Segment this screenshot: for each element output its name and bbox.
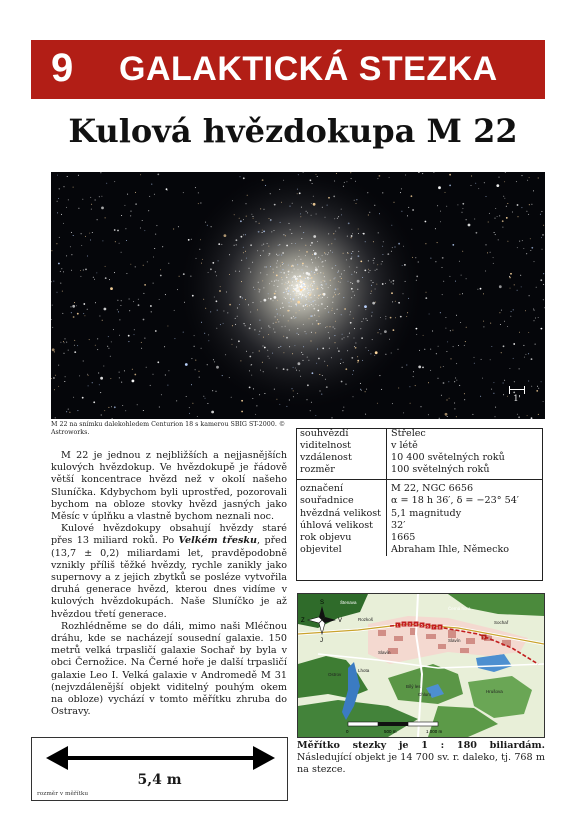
trail-map (297, 593, 545, 738)
scale-bar-label: 1' (513, 394, 521, 403)
scale-size-label: rozměr v měřítku (37, 791, 89, 797)
map-label-g: Slavín (448, 638, 461, 643)
trail-marker (402, 622, 407, 627)
info-value: α = 18 h 36′, δ = −23° 54′ (391, 495, 519, 507)
map-label-h: Lhota (358, 668, 370, 673)
map-label-f: Sochař (494, 620, 509, 625)
paragraph-1: M 22 je jednou z nejbližších a nejjasnějších kulových hvězdokup. Ve hvězdokupě je řádově větší koncentrace hvězd než v okolí našeho Sluníčka. Kdybychom byli uprostřed, pozorovali bychom na obloze stovky hvězd jasných jako Měsíc v úplňku a vlastně bychom neznali noc. (51, 450, 287, 523)
svg-text:2: 2 (402, 621, 405, 627)
info-value: M 22, NGC 6656 (391, 483, 474, 495)
info-value: 100 světelných roků (387, 464, 544, 480)
scale-size-value: 5,4 m (137, 772, 182, 788)
info-row (296, 520, 543, 532)
image-scale-bar (509, 386, 525, 403)
compass-north: S (320, 600, 325, 606)
trail-marker (426, 624, 431, 629)
header-banner (31, 40, 545, 99)
info-key: označení (296, 480, 387, 496)
trail-title: GALAKTICKÁ STEZKA (119, 50, 498, 88)
info-key: rozměr (296, 464, 387, 480)
info-row (296, 480, 543, 496)
info-key: hvězdná velikost (296, 508, 387, 520)
big-bang-term: Velkém třesku (178, 535, 258, 547)
svg-text:8: 8 (438, 624, 441, 630)
trail-marker (396, 623, 401, 628)
info-key: viditelnost (296, 440, 387, 452)
scale-1000: 1 000 m (426, 729, 443, 734)
scale-note-text: Následující objekt je 14 700 sv. r. daleko, tj. 768 m na stezce. (297, 752, 545, 776)
info-row (296, 544, 543, 556)
body-text (51, 450, 287, 718)
svg-text:6: 6 (426, 623, 429, 629)
info-row (296, 440, 543, 452)
trail-marker (432, 625, 437, 630)
scale-500: 500 m (384, 729, 397, 734)
map-label-a: Štenava (340, 600, 357, 605)
info-key: úhlová velikost (296, 520, 387, 532)
map-label-j: Chlum (418, 692, 432, 697)
info-key: objevitel (296, 544, 387, 556)
info-row (296, 464, 543, 480)
svg-text:9: 9 (482, 634, 485, 640)
svg-text:4: 4 (414, 621, 417, 627)
map-label-c: Slavín (378, 650, 391, 655)
info-value: v létě (391, 440, 418, 452)
info-value: Abraham Ihle, Německo (391, 543, 510, 555)
svg-text:5: 5 (420, 622, 423, 628)
info-key: rok objevu (296, 532, 387, 544)
trail-marker (408, 622, 413, 627)
page-title: Kulová hvězdokupa M 22 (68, 112, 518, 150)
trail-marker (438, 625, 443, 630)
star-field-image (51, 172, 545, 419)
map-label-k: Hrušova (486, 689, 503, 694)
trail-marker (482, 635, 487, 640)
map-label-d: Ostrov (328, 672, 342, 677)
map-graphic (298, 594, 544, 737)
paragraph-2: Kulové hvězdokupy obsahují hvězdy staré přes 13 miliard roků. Po Velkém třesku, před (13,7 ± 0,2) miliardami let, pravděpodobně vznikly příliš těžké hvězdy, rychle zanikly jako supernovy a z jejich zbytků se posléze vytvořila druhá generace hvězd, kterou dnes vidíme v kulových hvězdokupách. Naše Sluníčko je až hvězdou třetí generace. (51, 523, 288, 620)
info-row (296, 495, 543, 507)
trail-marker (414, 622, 419, 627)
scale-note (297, 740, 545, 777)
photo-caption: M 22 na snímku dalekohledem Centurion 18 s kamerou SBIG ST-2000. © Astroworks. (51, 421, 286, 436)
info-value: 10 400 světelných roků (391, 452, 505, 464)
scale-zero: 0 (346, 729, 349, 734)
scale-size-box (31, 737, 288, 801)
info-row (296, 452, 543, 464)
compass-east: V (338, 618, 343, 624)
object-info-table (296, 428, 543, 556)
svg-text:3: 3 (408, 621, 411, 627)
cluster-photo (51, 172, 545, 419)
svg-text:7: 7 (432, 624, 435, 630)
map-label-i: Bílý les (406, 684, 421, 689)
map-label-e: Černá hora (448, 606, 471, 611)
compass-west: Z (301, 618, 305, 624)
info-value: 32′ (391, 519, 406, 531)
map-label-b: Rozkoš (358, 617, 374, 622)
info-row (296, 532, 543, 544)
scale-note-bold: Měřítko stezky je 1 : 180 biliardám. (297, 740, 545, 751)
info-key: vzdálenost (296, 452, 387, 464)
stop-number: 9 (51, 46, 74, 90)
info-value: Střelec (391, 428, 426, 439)
compass-south: J (320, 638, 323, 644)
paragraph-3: Rozhlédněme se do dáli, mimo naši Mléčnou dráhu, kde se nacházejí sousední galaxie. 150 metrů velká trpasličí galaxie Sochař by byla v obci Černožice. Na Černé hoře je další trpasličí galaxie Leo I. Velká galaxie v Andromedě M 31 (nejvzdálenější objekt viditelný pouhým okem na obloze) vychází v tomto měřítku zhruba do Ostravy. (51, 620, 287, 718)
trail-marker (420, 623, 425, 628)
info-value: 1665 (391, 531, 416, 543)
info-row (296, 428, 543, 440)
info-key: souhvězdí (296, 428, 387, 440)
info-value: 5,1 magnitudy (391, 507, 462, 519)
info-key: souřadnice (296, 495, 387, 507)
svg-text:1: 1 (396, 622, 399, 628)
info-row (296, 508, 543, 520)
